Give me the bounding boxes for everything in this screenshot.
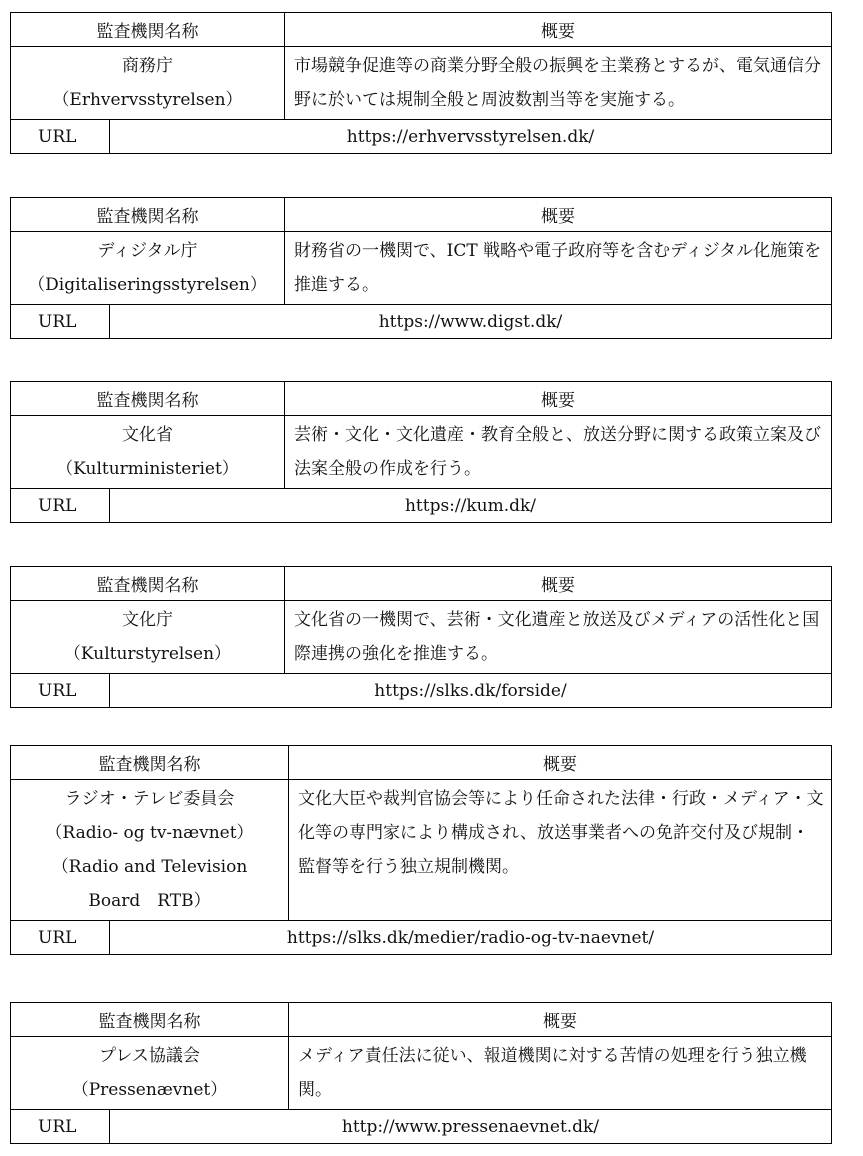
name-header: 監査機関名称: [11, 567, 285, 601]
agency-name-cell: [11, 232, 285, 305]
agency-table: [10, 197, 832, 339]
agency-name-native: （Kulturstyrelsen）: [63, 644, 232, 664]
agency-url[interactable]: https://www.digst.dk/: [110, 305, 832, 339]
agency-name-ja: 商務庁: [122, 56, 173, 76]
agency-summary: 芸術・文化・文化遺産・教育全般と、放送分野に関する政策立案及び法案全般の作成を行う。: [285, 416, 832, 489]
url-label: URL: [11, 674, 110, 708]
agency-name-native: （Kulturministeriet）: [56, 459, 239, 479]
summary-header: 概要: [285, 382, 832, 416]
url-label: URL: [11, 120, 110, 154]
agency-name-cell: [11, 780, 289, 921]
agency-url[interactable]: https://erhvervsstyrelsen.dk/: [110, 120, 832, 154]
agency-block-2: [10, 197, 831, 339]
name-header: 監査機関名称: [11, 198, 285, 232]
agency-name-ja: プレス協議会: [99, 1046, 200, 1066]
agency-name-native: （Digitaliseringsstyrelsen）: [28, 275, 267, 295]
url-label: URL: [11, 921, 110, 955]
name-header: 監査機関名称: [11, 382, 285, 416]
summary-header: 概要: [285, 567, 832, 601]
agency-url[interactable]: https://slks.dk/forside/: [110, 674, 832, 708]
summary-header: 概要: [285, 198, 832, 232]
agency-block-4: [10, 566, 831, 708]
agency-summary: メディア責任法に従い、報道機関に対する苦情の処理を行う独立機関。: [289, 1037, 832, 1110]
agency-url[interactable]: https://kum.dk/: [110, 489, 832, 523]
agency-url[interactable]: https://slks.dk/medier/radio-og-tv-naevnet/: [110, 921, 832, 955]
agency-name-cell: [11, 47, 285, 120]
agency-summary: 財務省の一機関で、ICT 戦略や電子政府等を含むディジタル化施策を推進する。: [285, 232, 832, 305]
url-label: URL: [11, 305, 110, 339]
agency-table: [10, 1002, 832, 1144]
agency-block-1: [10, 12, 831, 154]
agency-name-ja: 文化庁: [122, 610, 173, 630]
url-label: URL: [11, 489, 110, 523]
url-label: URL: [11, 1110, 110, 1144]
name-header: 監査機関名称: [11, 746, 289, 780]
agency-table: [10, 745, 832, 955]
agency-name-ja: ラジオ・テレビ委員会: [64, 789, 235, 809]
agency-table: [10, 566, 832, 708]
agency-block-6: [10, 1002, 831, 1144]
agency-block-3: [10, 381, 831, 523]
agency-name-en: （Radio and Television: [51, 857, 248, 877]
agency-name-ja: ディジタル庁: [97, 241, 198, 261]
summary-header: 概要: [289, 1003, 832, 1037]
agency-name-native: （Pressenævnet）: [71, 1080, 228, 1100]
agency-table: [10, 381, 832, 523]
agency-block-5: [10, 745, 831, 955]
agency-name-ja: 文化省: [122, 425, 173, 445]
agency-summary: 文化大臣や裁判官協会等により任命された法律・行政・メディア・文化等の専門家により構成され、放送事業者への免許交付及び規制・監督等を行う独立規制機関。: [289, 780, 832, 921]
summary-header: 概要: [289, 746, 832, 780]
agency-name-native: （Erhvervsstyrelsen）: [52, 90, 243, 110]
summary-header: 概要: [285, 13, 832, 47]
agency-name-native: （Radio- og tv-nævnet）: [45, 823, 254, 843]
agency-table: [10, 12, 832, 154]
agency-name-cell: [11, 416, 285, 489]
name-header: 監査機関名称: [11, 13, 285, 47]
agency-summary: 市場競争促進等の商業分野全般の振興を主業務とするが、電気通信分野に於いては規制全般と周波数割当等を実施する。: [285, 47, 832, 120]
agency-url[interactable]: http://www.pressenaevnet.dk/: [110, 1110, 832, 1144]
agency-name-cell: [11, 601, 285, 674]
agency-name-cell: [11, 1037, 289, 1110]
name-header: 監査機関名称: [11, 1003, 289, 1037]
agency-summary: 文化省の一機関で、芸術・文化遺産と放送及びメディアの活性化と国際連携の強化を推進する。: [285, 601, 832, 674]
agency-name-en-cont: Board RTB）: [88, 891, 211, 911]
